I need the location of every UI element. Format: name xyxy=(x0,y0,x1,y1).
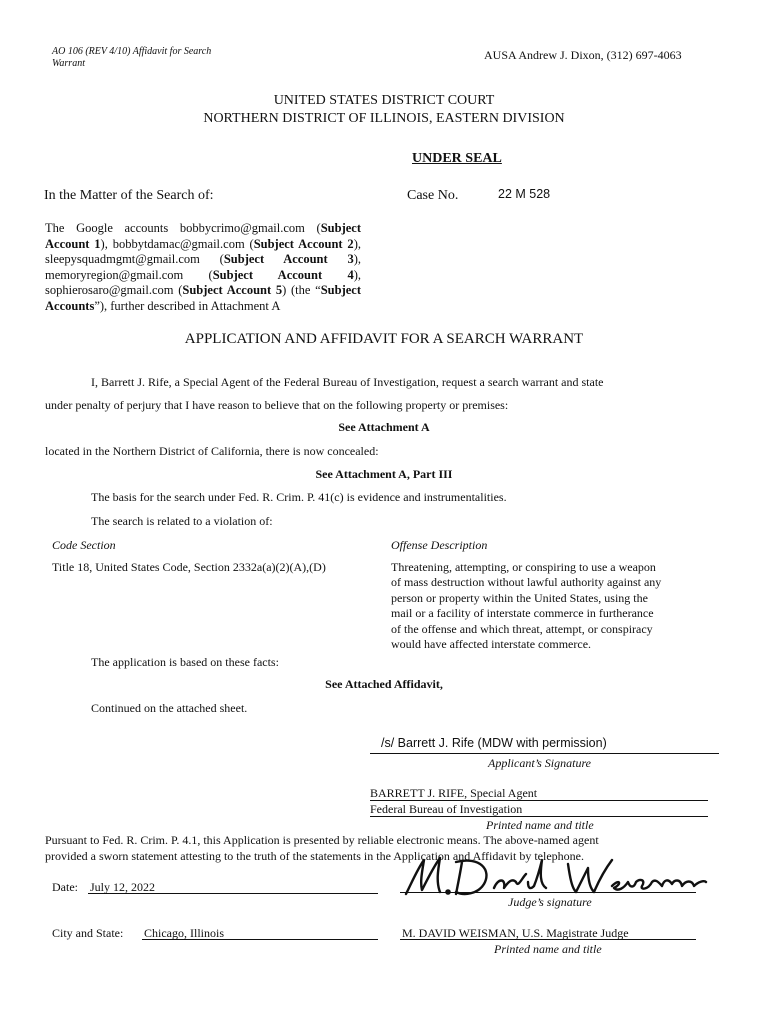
code-section: Title 18, United States Code, Section 2332a(a)(2)(A),(D) xyxy=(52,560,326,574)
offense-line: would have affected interstate commerce. xyxy=(391,637,592,652)
court-line1: UNITED STATES DISTRICT COURT xyxy=(273,93,495,108)
date-label: Date: xyxy=(52,880,78,894)
offense-line: Threatening, attempting, or conspiring to use a weapon xyxy=(391,560,656,574)
applicant-signature-line xyxy=(370,753,719,754)
case-number: 22 M 528 xyxy=(498,187,551,201)
date-value: July 12, 2022 xyxy=(90,880,156,894)
account-text: ), xyxy=(353,236,361,251)
account-text: memoryregion@gmail.com ( xyxy=(45,267,213,282)
form-id-line2: Warrant xyxy=(52,58,85,69)
account-text: sophierosaro@gmail.com ( xyxy=(45,283,183,298)
matter-label: In the Matter of the Search of: xyxy=(44,188,214,203)
judge-name: M. DAVID WEISMAN, U.S. Magistrate Judge xyxy=(402,926,629,940)
see-attached-affidavit: See Attached Affidavit, xyxy=(325,677,443,691)
account-text: ), xyxy=(100,236,113,251)
city-line xyxy=(142,939,378,940)
matter-accounts xyxy=(45,221,361,315)
case-no-label: Case No. xyxy=(407,188,459,203)
judge-signature-label: Judge’s signature xyxy=(508,895,592,909)
account-text: bobbytdamac@gmail.com ( xyxy=(112,236,254,251)
form-id-line1: AO 106 (REV 4/10) Affidavit for Search xyxy=(52,46,212,57)
ausa-contact: AUSA Andrew J. Dixon, (312) 697-4063 xyxy=(484,48,682,62)
applicant-agency-line xyxy=(370,816,708,817)
located-text: located in the Northern District of California, there is now concealed: xyxy=(45,444,379,458)
application-title: APPLICATION AND AFFIDAVIT FOR A SEARCH WARRANT xyxy=(184,331,584,347)
city-label: City and State: xyxy=(52,926,124,940)
judge-signature-line xyxy=(400,892,696,893)
account-text: ), xyxy=(353,267,361,282)
judge-printed-label: Printed name and title xyxy=(494,942,602,956)
applicant-signature-label: Applicant’s Signature xyxy=(488,756,591,770)
offense-line: person or property within the United States, using the xyxy=(391,590,648,605)
applicant-signature: /s/ Barrett J. Rife (MDW with permission) xyxy=(381,736,607,750)
applicant-agency: Federal Bureau of Investigation xyxy=(370,802,523,816)
see-attachment-a-part3: See Attachment A, Part III xyxy=(315,467,453,481)
account-label: Subject Account 3 xyxy=(223,252,354,267)
account-label: Subject Account 1 xyxy=(45,221,361,251)
offense-line: of mass destruction without lawful authority against any xyxy=(391,575,662,590)
account-text: ) (the “ xyxy=(282,283,321,298)
offense-line: mail or a facility of interstate commerce in furtherance xyxy=(391,606,654,621)
basis-text: The basis for the search under Fed. R. Crim. P. 41(c) is evidence and instrumentalities. xyxy=(91,490,507,504)
related-text: The search is related to a violation of: xyxy=(91,514,273,528)
pursuant-line1: Pursuant to Fed. R. Crim. P. 4.1, this Application is presented by reliable electronic means. The above-named agent xyxy=(45,833,599,847)
city-value: Chicago, Illinois xyxy=(144,926,224,940)
see-attachment-a: See Attachment A xyxy=(338,420,430,434)
judge-name-line xyxy=(400,939,696,940)
applicant-printed-label: Printed name and title xyxy=(486,818,594,832)
under-seal: UNDER SEAL xyxy=(412,151,502,166)
account-label: Subject Account 4 xyxy=(212,267,354,282)
intro-line1: I, Barrett J. Rife, a Special Agent of the Federal Bureau of Investigation, request a search warrant and state xyxy=(91,375,604,389)
court-line2: NORTHERN DISTRICT OF ILLINOIS, EASTERN DIVISION xyxy=(203,111,565,126)
account-label: Subject Account 2 xyxy=(253,236,354,251)
account-text: ”), further described in Attachment A xyxy=(94,298,281,313)
account-label: Subject Account 5 xyxy=(182,283,283,298)
continued-text: Continued on the attached sheet. xyxy=(91,701,248,715)
date-line xyxy=(88,893,378,894)
offense-header: Offense Description xyxy=(391,538,488,552)
applicant-name-line xyxy=(370,800,708,801)
account-text: ), xyxy=(353,252,361,267)
account-label: Subject Accounts xyxy=(45,283,361,313)
code-section-header: Code Section xyxy=(52,538,116,552)
intro-line2: under penalty of perjury that I have reason to believe that on the following property or premises: xyxy=(45,398,509,412)
account-text: The Google accounts bobbycrimo@gmail.com ( xyxy=(45,221,321,235)
pursuant-line2: provided a sworn statement attesting to the truth of the statements in the Application and Affidavit by telephone. xyxy=(45,849,584,863)
offense-line: of the offense and which threat, attempt, or conspiracy xyxy=(391,621,653,636)
applicant-name: BARRETT J. RIFE, Special Agent xyxy=(370,786,538,800)
based-on-text: The application is based on these facts: xyxy=(91,655,279,669)
offense-description xyxy=(391,560,661,652)
account-text: sleepysquadmgmt@gmail.com ( xyxy=(45,252,224,267)
